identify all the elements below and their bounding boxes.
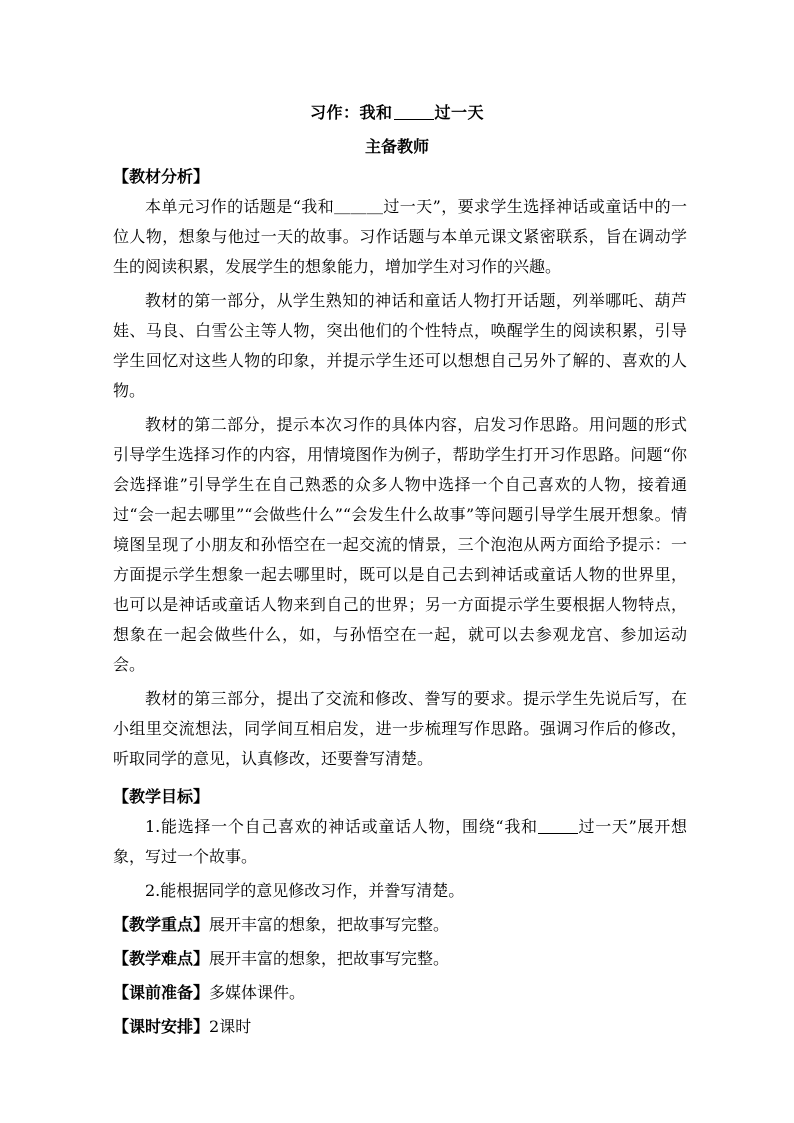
document-title (0, 100, 794, 123)
objective-item-1 (113, 812, 687, 872)
analysis-paragraph-4: 教材的第三部分，提出了交流和修改、誊写的要求。提示学生先说后写，在小组里交流想法，同学间互相启发，进一步梳理写作思路。强调习作后的修改，听取同学的意见，认真修改，还要誊写清楚。 (113, 689, 687, 768)
analysis-heading: 【教材分析】 (113, 167, 210, 186)
document-body (113, 162, 687, 1042)
key-point-line (113, 910, 687, 940)
title-blank (394, 105, 434, 120)
schedule-text: 2课时 (209, 1017, 252, 1036)
title-suffix: 过一天 (434, 103, 485, 122)
title-prefix: 习作：我和 (309, 103, 393, 122)
objective-item-1-suffix: 过一天”展开想象，写过一个故事。 (113, 817, 687, 866)
analysis-paragraph-1: 本单元习作的话题是“我和＿＿＿过一天”，要求学生选择神话或童话中的一位人物，想象与他过一天的故事。习作话题与本单元课文紧密联系，旨在调动学生的阅读积累，发展学生的想象能力，增加学生对习作的兴趣。 (113, 197, 687, 276)
analysis-paragraph-2: 教材的第一部分，从学生熟知的神话和童话人物打开话题，列举哪吒、葫芦娃、马良、白雪公主等人物，突出他们的个性特点，唤醒学生的阅读积累，引导学生回忆对这些人物的印象，并提示学生还可以想想自己另外了解的、喜欢的人物。 (113, 291, 687, 400)
analysis-paragraph-3: 教材的第二部分，提示本次习作的具体内容，启发习作思路。用问题的形式引导学生选择习作的内容，用情境图作为例子，帮助学生打开习作思路。问题“你会选择谁”引导学生在自己熟悉的众多人物中选择一个自己喜欢的人物，接着通过“会一起去哪里”“会做些什么”“会发生什么故事”等问题引导学生展开想象。情境图呈现了小朋友和孙悟空在一起交流的情景，三个泡泡从两方面给予提示：一方面提示学生想象一起去哪里时，既可以是自己去到神话或童话人物的世界里，也可以是神话或童话人物来到自己的世界；另一方面提示学生要根据人物特点，想象在一起会做些什么，如，与孙悟空在一起，就可以去参观龙宫、参加运动会。 (113, 415, 687, 674)
key-point-text: 展开丰富的想象，把故事写完整。 (209, 915, 450, 934)
lead-teacher-label: 主备教师 (364, 137, 429, 156)
difficulty-heading: 【教学难点】 (113, 949, 210, 968)
preparation-text: 多媒体课件。 (209, 983, 306, 1002)
preparation-heading: 【课前准备】 (113, 983, 210, 1002)
key-point-heading: 【教学重点】 (113, 915, 210, 934)
objectives-heading: 【教学目标】 (113, 787, 210, 806)
schedule-heading: 【课时安排】 (113, 1017, 210, 1036)
preparation-line (113, 978, 687, 1008)
difficulty-text: 展开丰富的想象，把故事写完整。 (209, 949, 450, 968)
objective-item-2: 2.能根据同学的意见修改习作，并誊写清楚。 (145, 881, 465, 900)
schedule-line (113, 1012, 687, 1042)
objective-item-1-prefix: 1.能选择一个自己喜欢的神话或童话人物，围绕“我和 (145, 817, 538, 836)
objective-item-1-blank (538, 819, 578, 834)
difficulty-line (113, 944, 687, 974)
